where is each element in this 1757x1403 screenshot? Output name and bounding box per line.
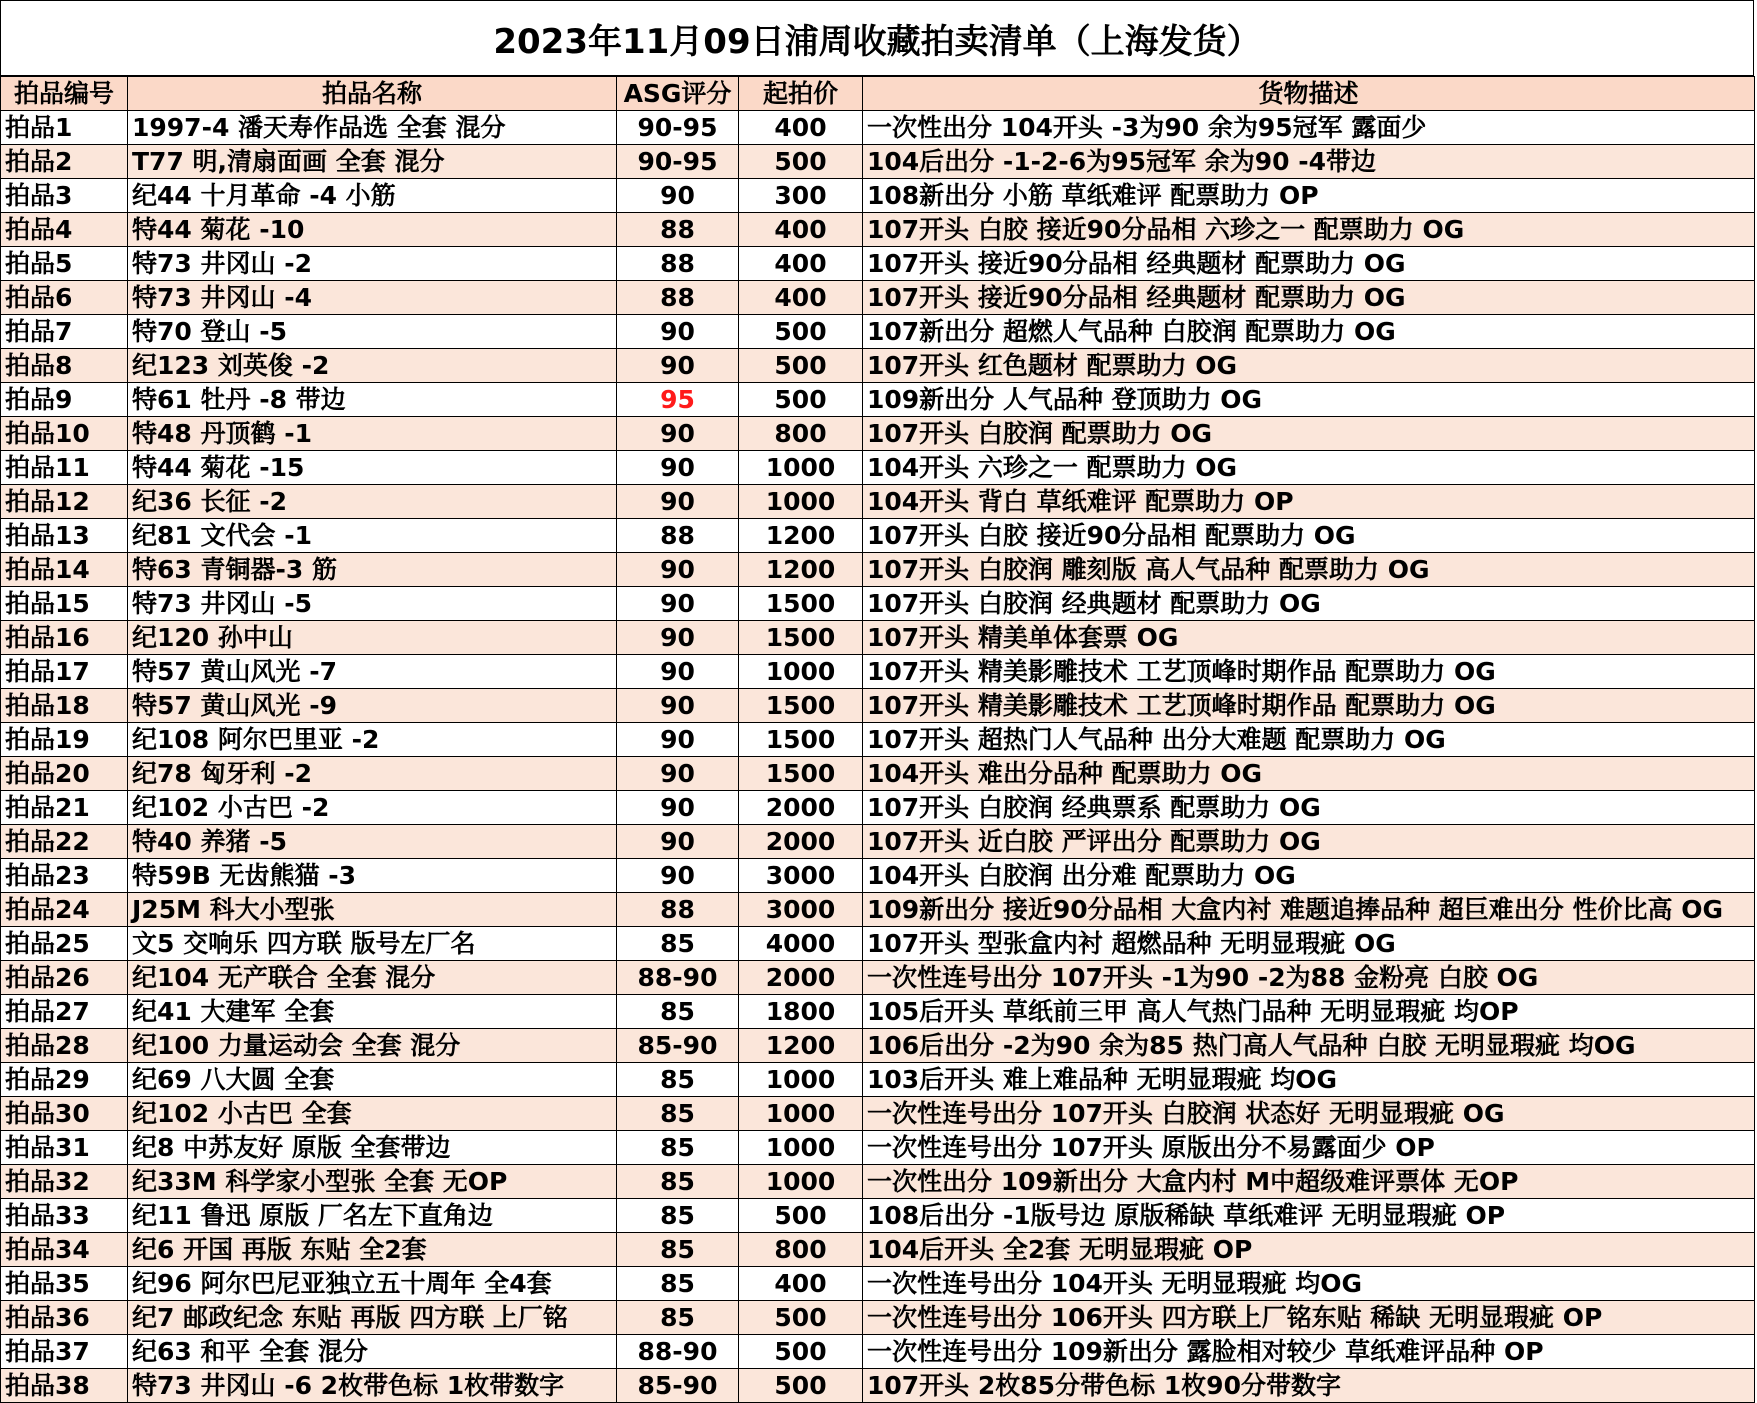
cell-description[interactable]: 104后开头 全2套 无明显瑕疵 OP: [863, 1233, 1755, 1267]
cell-lot-id[interactable]: 拍品9: [1, 383, 128, 417]
cell-lot-name[interactable]: 特57 黄山风光 -7: [128, 655, 617, 689]
cell-lot-name[interactable]: 纪69 八大圆 全套: [128, 1063, 617, 1097]
cell-description[interactable]: 一次性出分 109新出分 大盒内村 M中超级难评票体 无OP: [863, 1165, 1755, 1199]
cell-lot-name[interactable]: 特73 井冈山 -4: [128, 281, 617, 315]
cell-description[interactable]: 107开头 接近90分品相 经典题材 配票助力 OG: [863, 281, 1755, 315]
cell-lot-id[interactable]: 拍品33: [1, 1199, 128, 1233]
cell-start-price[interactable]: 500: [739, 1369, 863, 1403]
cell-description[interactable]: 107开头 2枚85分带色标 1枚90分带数字: [863, 1369, 1755, 1403]
cell-grade[interactable]: 90-95: [617, 145, 739, 179]
cell-lot-id[interactable]: 拍品18: [1, 689, 128, 723]
table-row: [1, 451, 1755, 485]
cell-lot-id[interactable]: 拍品7: [1, 315, 128, 349]
cell-lot-id[interactable]: 拍品27: [1, 995, 128, 1029]
table-row: [1, 587, 1755, 621]
cell-description[interactable]: 一次性连号出分 107开头 -1为90 -2为88 金粉亮 白胶 OG: [863, 961, 1755, 995]
table-row: [1, 1199, 1755, 1233]
cell-start-price[interactable]: 3000: [739, 893, 863, 927]
cell-lot-name[interactable]: 纪102 小古巴 全套: [128, 1097, 617, 1131]
cell-description[interactable]: 107开头 精美影雕技术 工艺顶峰时期作品 配票助力 OG: [863, 655, 1755, 689]
cell-grade[interactable]: 88: [617, 519, 739, 553]
cell-lot-name[interactable]: 特59B 无齿熊猫 -3: [128, 859, 617, 893]
cell-lot-name[interactable]: 纪44 十月革命 -4 小筋: [128, 179, 617, 213]
cell-description[interactable]: 104开头 背白 草纸难评 配票助力 OP: [863, 485, 1755, 519]
cell-grade[interactable]: 85: [617, 1097, 739, 1131]
table-row: [1, 1063, 1755, 1097]
header-row: [1, 77, 1755, 111]
cell-grade[interactable]: 90: [617, 655, 739, 689]
cell-start-price[interactable]: 500: [739, 1199, 863, 1233]
cell-lot-name[interactable]: 纪11 鲁迅 原版 厂名左下直角边: [128, 1199, 617, 1233]
cell-description[interactable]: 109新出分 人气品种 登顶助力 OG: [863, 383, 1755, 417]
table-row: [1, 723, 1755, 757]
table-row: [1, 1029, 1755, 1063]
cell-lot-name[interactable]: 1997-4 潘天寿作品选 全套 混分: [128, 111, 617, 145]
cell-lot-name[interactable]: 特48 丹顶鹤 -1: [128, 417, 617, 451]
cell-lot-name[interactable]: 特63 青铜器-3 筋: [128, 553, 617, 587]
cell-grade[interactable]: 90: [617, 179, 739, 213]
table-row: [1, 349, 1755, 383]
cell-lot-id[interactable]: 拍品10: [1, 417, 128, 451]
cell-lot-id[interactable]: 拍品15: [1, 587, 128, 621]
cell-grade[interactable]: 88: [617, 281, 739, 315]
cell-description[interactable]: 一次性连号出分 104开头 无明显瑕疵 均OG: [863, 1267, 1755, 1301]
cell-lot-name[interactable]: 特73 井冈山 -2: [128, 247, 617, 281]
cell-description[interactable]: 一次性连号出分 107开头 原版出分不易露面少 OP: [863, 1131, 1755, 1165]
auction-table: [0, 76, 1755, 1403]
cell-grade[interactable]: 85: [617, 1267, 739, 1301]
cell-grade[interactable]: 90: [617, 757, 739, 791]
cell-start-price[interactable]: 1000: [739, 451, 863, 485]
cell-lot-id[interactable]: 拍品12: [1, 485, 128, 519]
table-row: [1, 791, 1755, 825]
cell-lot-id[interactable]: 拍品30: [1, 1097, 128, 1131]
cell-grade[interactable]: 90: [617, 315, 739, 349]
table-row: [1, 553, 1755, 587]
cell-description[interactable]: 107开头 白胶 接近90分品相 六珍之一 配票助力 OG: [863, 213, 1755, 247]
cell-start-price[interactable]: 1500: [739, 757, 863, 791]
cell-start-price[interactable]: 1200: [739, 519, 863, 553]
table-row: [1, 281, 1755, 315]
table-row: [1, 757, 1755, 791]
table-row: [1, 213, 1755, 247]
cell-lot-id[interactable]: 拍品3: [1, 179, 128, 213]
table-row: [1, 111, 1755, 145]
cell-grade[interactable]: 85-90: [617, 1369, 739, 1403]
table-row: [1, 1131, 1755, 1165]
cell-lot-id[interactable]: 拍品19: [1, 723, 128, 757]
table-row: [1, 859, 1755, 893]
cell-grade[interactable]: 88: [617, 213, 739, 247]
column-header-grade[interactable]: ASG评分: [617, 77, 739, 111]
cell-lot-name[interactable]: 特44 菊花 -15: [128, 451, 617, 485]
cell-lot-name[interactable]: 纪108 阿尔巴里亚 -2: [128, 723, 617, 757]
cell-lot-name[interactable]: 特40 养猪 -5: [128, 825, 617, 859]
cell-start-price[interactable]: 3000: [739, 859, 863, 893]
cell-grade[interactable]: 90: [617, 417, 739, 451]
column-header-description[interactable]: 货物描述: [863, 77, 1755, 111]
cell-lot-name[interactable]: 纪123 刘英俊 -2: [128, 349, 617, 383]
cell-start-price[interactable]: 1500: [739, 587, 863, 621]
cell-lot-id[interactable]: 拍品4: [1, 213, 128, 247]
cell-lot-id[interactable]: 拍品24: [1, 893, 128, 927]
cell-grade[interactable]: 85: [617, 1233, 739, 1267]
table-row: [1, 383, 1755, 417]
cell-description[interactable]: 107开头 型张盒内衬 超燃品种 无明显瑕疵 OG: [863, 927, 1755, 961]
table-row: [1, 655, 1755, 689]
cell-lot-id[interactable]: 拍品38: [1, 1369, 128, 1403]
table-row: [1, 485, 1755, 519]
cell-start-price[interactable]: 500: [739, 383, 863, 417]
table-row: [1, 1267, 1755, 1301]
cell-lot-id[interactable]: 拍品35: [1, 1267, 128, 1301]
table-row: [1, 1335, 1755, 1369]
table-body: [1, 111, 1755, 1403]
cell-start-price[interactable]: 1500: [739, 689, 863, 723]
cell-start-price[interactable]: 500: [739, 349, 863, 383]
cell-grade[interactable]: 90: [617, 825, 739, 859]
cell-grade[interactable]: 90: [617, 723, 739, 757]
cell-start-price[interactable]: 500: [739, 315, 863, 349]
cell-lot-name[interactable]: 纪36 长征 -2: [128, 485, 617, 519]
cell-description[interactable]: 109新出分 接近90分品相 大盒内衬 难题追捧品种 超巨难出分 性价比高 OG: [863, 893, 1755, 927]
cell-lot-name[interactable]: 纪8 中苏友好 原版 全套带边: [128, 1131, 617, 1165]
cell-grade[interactable]: 85: [617, 1199, 739, 1233]
cell-start-price[interactable]: 400: [739, 111, 863, 145]
table-row: [1, 1097, 1755, 1131]
cell-start-price[interactable]: 1200: [739, 553, 863, 587]
cell-lot-id[interactable]: 拍品25: [1, 927, 128, 961]
cell-description[interactable]: 107开头 红色题材 配票助力 OG: [863, 349, 1755, 383]
cell-description[interactable]: 一次性连号出分 109新出分 露脸相对较少 草纸难评品种 OP: [863, 1335, 1755, 1369]
table-row: [1, 893, 1755, 927]
cell-description[interactable]: 104开头 白胶润 出分难 配票助力 OG: [863, 859, 1755, 893]
table-row: [1, 927, 1755, 961]
cell-lot-name[interactable]: 特73 井冈山 -6 2枚带色标 1枚带数字: [128, 1369, 617, 1403]
cell-grade[interactable]: 88-90: [617, 1335, 739, 1369]
cell-lot-id[interactable]: 拍品31: [1, 1131, 128, 1165]
cell-description[interactable]: 107开头 白胶润 雕刻版 高人气品种 配票助力 OG: [863, 553, 1755, 587]
cell-start-price[interactable]: 400: [739, 213, 863, 247]
table-row: [1, 315, 1755, 349]
cell-lot-name[interactable]: 纪63 和平 全套 混分: [128, 1335, 617, 1369]
cell-lot-id[interactable]: 拍品26: [1, 961, 128, 995]
cell-lot-id[interactable]: 拍品6: [1, 281, 128, 315]
cell-grade[interactable]: 90: [617, 485, 739, 519]
cell-lot-id[interactable]: 拍品32: [1, 1165, 128, 1199]
column-header-id[interactable]: 拍品编号: [1, 77, 128, 111]
cell-lot-name[interactable]: 特57 黄山风光 -9: [128, 689, 617, 723]
cell-start-price[interactable]: 500: [739, 145, 863, 179]
cell-lot-name[interactable]: 特44 菊花 -10: [128, 213, 617, 247]
table-row: [1, 179, 1755, 213]
table-row: [1, 417, 1755, 451]
cell-lot-name[interactable]: 纪102 小古巴 -2: [128, 791, 617, 825]
cell-lot-id[interactable]: 拍品28: [1, 1029, 128, 1063]
cell-lot-id[interactable]: 拍品14: [1, 553, 128, 587]
cell-grade[interactable]: 85: [617, 1063, 739, 1097]
table-row: [1, 247, 1755, 281]
cell-grade[interactable]: 90: [617, 689, 739, 723]
table-row: [1, 621, 1755, 655]
cell-grade[interactable]: 95: [617, 383, 739, 417]
cell-description[interactable]: 104后出分 -1-2-6为95冠军 余为90 -4带边: [863, 145, 1755, 179]
cell-description[interactable]: 107开头 白胶润 经典票系 配票助力 OG: [863, 791, 1755, 825]
cell-description[interactable]: 107开头 精美单体套票 OG: [863, 621, 1755, 655]
cell-description[interactable]: 106后出分 -2为90 余为85 热门高人气品种 白胶 无明显瑕疵 均OG: [863, 1029, 1755, 1063]
cell-start-price[interactable]: 500: [739, 1335, 863, 1369]
cell-start-price[interactable]: 500: [739, 1301, 863, 1335]
cell-lot-id[interactable]: 拍品17: [1, 655, 128, 689]
cell-description[interactable]: 一次性出分 104开头 -3为90 余为95冠军 露面少: [863, 111, 1755, 145]
cell-description[interactable]: 107开头 超热门人气品种 出分大难题 配票助力 OG: [863, 723, 1755, 757]
cell-description[interactable]: 一次性连号出分 107开头 白胶润 状态好 无明显瑕疵 OG: [863, 1097, 1755, 1131]
cell-grade[interactable]: 90: [617, 791, 739, 825]
cell-lot-id[interactable]: 拍品2: [1, 145, 128, 179]
cell-start-price[interactable]: 400: [739, 281, 863, 315]
cell-lot-id[interactable]: 拍品23: [1, 859, 128, 893]
cell-grade[interactable]: 90: [617, 553, 739, 587]
cell-grade[interactable]: 90: [617, 859, 739, 893]
table-row: [1, 1369, 1755, 1403]
cell-lot-id[interactable]: 拍品36: [1, 1301, 128, 1335]
cell-description[interactable]: 107开头 白胶 接近90分品相 配票助力 OG: [863, 519, 1755, 553]
cell-description[interactable]: 103后开头 难上难品种 无明显瑕疵 均OG: [863, 1063, 1755, 1097]
cell-description[interactable]: 107开头 近白胶 严评出分 配票助力 OG: [863, 825, 1755, 859]
cell-description[interactable]: 108后出分 -1版号边 原版稀缺 草纸难评 无明显瑕疵 OP: [863, 1199, 1755, 1233]
cell-grade[interactable]: 90: [617, 349, 739, 383]
cell-lot-id[interactable]: 拍品37: [1, 1335, 128, 1369]
cell-lot-id[interactable]: 拍品13: [1, 519, 128, 553]
table-row: [1, 825, 1755, 859]
table-row: [1, 1233, 1755, 1267]
cell-lot-name[interactable]: 纪100 力量运动会 全套 混分: [128, 1029, 617, 1063]
cell-start-price[interactable]: 1000: [739, 1097, 863, 1131]
cell-grade[interactable]: 85: [617, 1301, 739, 1335]
cell-description[interactable]: 107开头 白胶润 经典题材 配票助力 OG: [863, 587, 1755, 621]
cell-grade[interactable]: 85: [617, 1131, 739, 1165]
cell-description[interactable]: 108新出分 小筋 草纸难评 配票助力 OP: [863, 179, 1755, 213]
cell-description[interactable]: 一次性连号出分 106开头 四方联上厂铭东贴 稀缺 无明显瑕疵 OP: [863, 1301, 1755, 1335]
cell-start-price[interactable]: 400: [739, 247, 863, 281]
column-header-name[interactable]: 拍品名称: [128, 77, 617, 111]
cell-grade[interactable]: 90: [617, 587, 739, 621]
cell-description[interactable]: 107新出分 超燃人气品种 白胶润 配票助力 OG: [863, 315, 1755, 349]
cell-lot-name[interactable]: 纪81 文代会 -1: [128, 519, 617, 553]
cell-start-price[interactable]: 1200: [739, 1029, 863, 1063]
cell-lot-name[interactable]: T77 明,清扇面画 全套 混分: [128, 145, 617, 179]
table-row: [1, 961, 1755, 995]
cell-grade[interactable]: 90-95: [617, 111, 739, 145]
cell-start-price[interactable]: 2000: [739, 791, 863, 825]
cell-start-price[interactable]: 1000: [739, 1131, 863, 1165]
cell-start-price[interactable]: 2000: [739, 961, 863, 995]
cell-lot-id[interactable]: 拍品8: [1, 349, 128, 383]
cell-description[interactable]: 107开头 白胶润 配票助力 OG: [863, 417, 1755, 451]
table-row: [1, 1165, 1755, 1199]
cell-lot-id[interactable]: 拍品5: [1, 247, 128, 281]
cell-lot-name[interactable]: 纪78 匈牙利 -2: [128, 757, 617, 791]
cell-start-price[interactable]: 1000: [739, 485, 863, 519]
cell-lot-name[interactable]: 纪33M 科学家小型张 全套 无OP: [128, 1165, 617, 1199]
cell-lot-name[interactable]: 纪6 开国 再版 东贴 全2套: [128, 1233, 617, 1267]
cell-grade[interactable]: 88: [617, 247, 739, 281]
cell-grade[interactable]: 88: [617, 893, 739, 927]
cell-lot-name[interactable]: 文5 交响乐 四方联 版号左厂名: [128, 927, 617, 961]
cell-grade[interactable]: 85-90: [617, 1029, 739, 1063]
cell-description[interactable]: 105后开头 草纸前三甲 高人气热门品种 无明显瑕疵 均OP: [863, 995, 1755, 1029]
cell-lot-id[interactable]: 拍品1: [1, 111, 128, 145]
table-row: [1, 1301, 1755, 1335]
cell-start-price[interactable]: 400: [739, 1267, 863, 1301]
cell-lot-name[interactable]: J25M 科大小型张: [128, 893, 617, 927]
cell-lot-name[interactable]: 特70 登山 -5: [128, 315, 617, 349]
cell-description[interactable]: 107开头 精美影雕技术 工艺顶峰时期作品 配票助力 OG: [863, 689, 1755, 723]
table-row: [1, 145, 1755, 179]
cell-start-price[interactable]: 800: [739, 417, 863, 451]
cell-start-price[interactable]: 1800: [739, 995, 863, 1029]
table-row: [1, 689, 1755, 723]
cell-start-price[interactable]: 4000: [739, 927, 863, 961]
cell-lot-name[interactable]: 纪7 邮政纪念 东贴 再版 四方联 上厂铭: [128, 1301, 617, 1335]
cell-lot-id[interactable]: 拍品29: [1, 1063, 128, 1097]
cell-start-price[interactable]: 2000: [739, 825, 863, 859]
cell-start-price[interactable]: 800: [739, 1233, 863, 1267]
cell-lot-name[interactable]: 特61 牡丹 -8 带边: [128, 383, 617, 417]
cell-lot-name[interactable]: 特73 井冈山 -5: [128, 587, 617, 621]
cell-grade[interactable]: 88-90: [617, 961, 739, 995]
column-header-price[interactable]: 起拍价: [739, 77, 863, 111]
cell-grade[interactable]: 90: [617, 451, 739, 485]
table-row: [1, 995, 1755, 1029]
cell-description[interactable]: 107开头 接近90分品相 经典题材 配票助力 OG: [863, 247, 1755, 281]
sheet-title: 2023年11月09日浦周收藏拍卖清单（上海发货）: [0, 0, 1754, 76]
cell-grade[interactable]: 85: [617, 1165, 739, 1199]
cell-grade[interactable]: 85: [617, 995, 739, 1029]
cell-description[interactable]: 104开头 难出分品种 配票助力 OG: [863, 757, 1755, 791]
cell-start-price[interactable]: 1000: [739, 1063, 863, 1097]
cell-lot-name[interactable]: 纪41 大建军 全套: [128, 995, 617, 1029]
cell-lot-id[interactable]: 拍品34: [1, 1233, 128, 1267]
cell-lot-id[interactable]: 拍品11: [1, 451, 128, 485]
cell-grade[interactable]: 90: [617, 621, 739, 655]
cell-lot-id[interactable]: 拍品22: [1, 825, 128, 859]
cell-lot-id[interactable]: 拍品16: [1, 621, 128, 655]
cell-lot-name[interactable]: 纪120 孙中山: [128, 621, 617, 655]
cell-start-price[interactable]: 1000: [739, 1165, 863, 1199]
cell-start-price[interactable]: 1500: [739, 723, 863, 757]
cell-grade[interactable]: 85: [617, 927, 739, 961]
cell-start-price[interactable]: 1500: [739, 621, 863, 655]
cell-description[interactable]: 104开头 六珍之一 配票助力 OG: [863, 451, 1755, 485]
cell-start-price[interactable]: 300: [739, 179, 863, 213]
cell-lot-name[interactable]: 纪104 无产联合 全套 混分: [128, 961, 617, 995]
cell-lot-id[interactable]: 拍品21: [1, 791, 128, 825]
cell-lot-id[interactable]: 拍品20: [1, 757, 128, 791]
cell-start-price[interactable]: 1000: [739, 655, 863, 689]
table-row: [1, 519, 1755, 553]
cell-lot-name[interactable]: 纪96 阿尔巴尼亚独立五十周年 全4套: [128, 1267, 617, 1301]
